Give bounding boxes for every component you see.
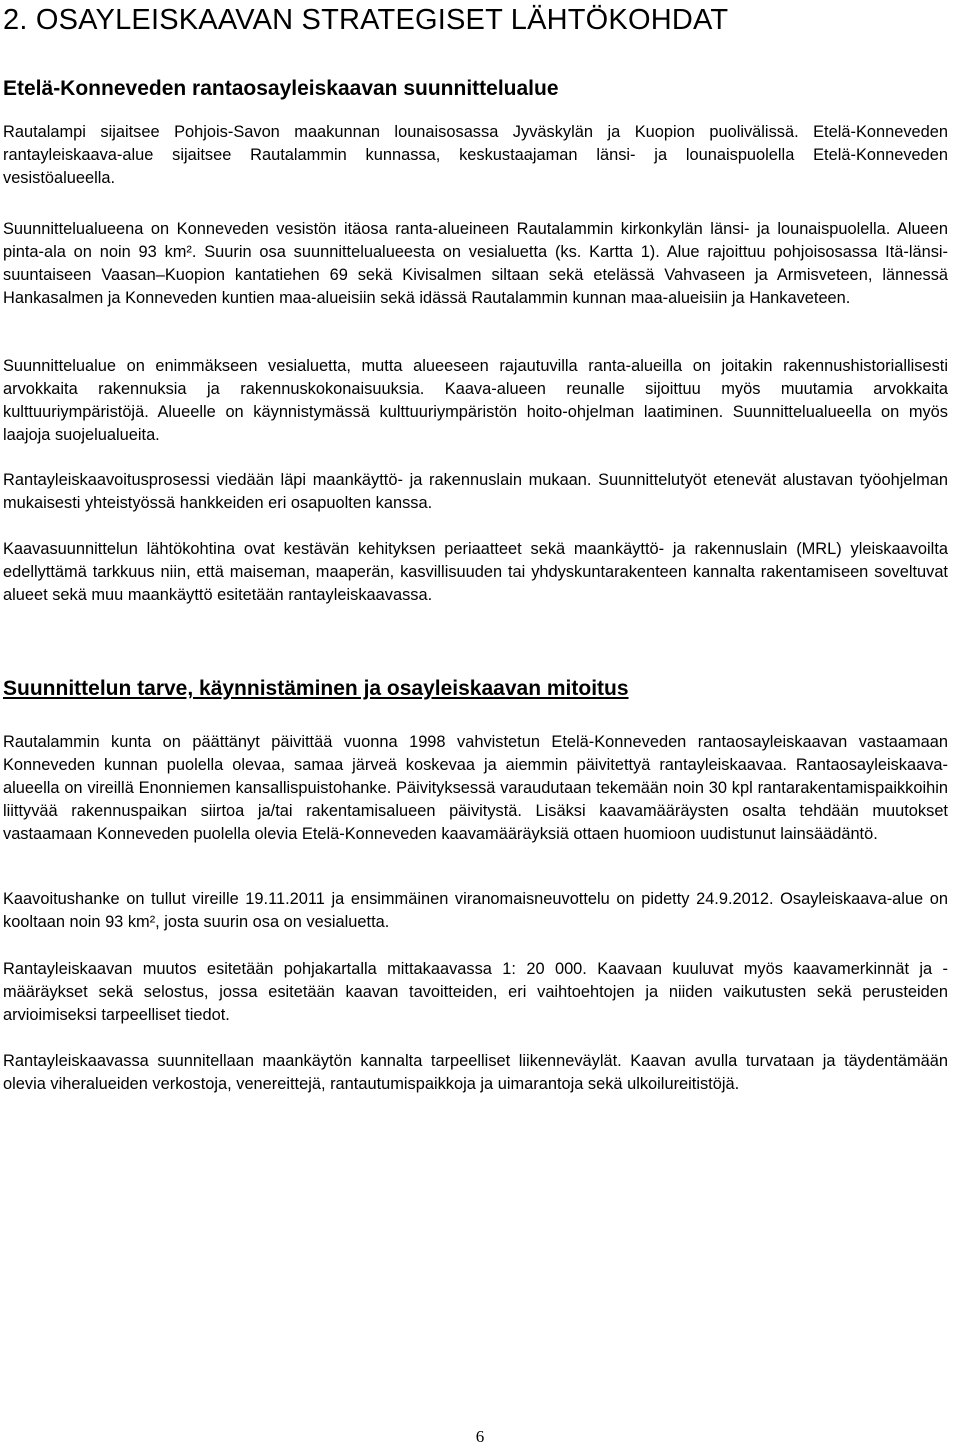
paragraph: Rantayleiskaavoitusprosessi viedään läpi maankäyttö- ja rakennuslain mukaan. Suunnittelutyöt etenevät alustavan työohjelman mukaisesti yhteistyössä hankkeiden eri osapuolten kanssa.: [3, 471, 948, 513]
paragraph: Kaavasuunnittelun lähtökohtina ovat kestävän kehityksen periaatteet sekä maankäyttö- ja rakennuslain (MRL) yleiskaavoilta edellyttämä tarkkuus niin, että maiseman, maaperän, kasvillisuuden tai yhdyskuntarakenteen kannalta rakentamiseen soveltuvat alueet sekä muu maankäyttö esitetään rantayleiskaavassa.: [3, 540, 948, 605]
paragraph: Suunnittelualueena on Konneveden vesistön itäosa ranta-alueineen Rautalammin kirkonkylän länsi- ja lounaispuolella. Alueen pinta-ala on noin 93 km². Suurin osa suunnittelualueesta on vesialuetta (ks. Kartta 1). Alue rajoittuu pohjoisosassa Itä-länsi-suuntaiseen Vaasan–Kuopion kantatiehen 69 sekä Kivisalmen siltaan sekä etelässä Vahvaseen ja Armisveteen, lännessä Hankasalmen ja Konneveden kuntien maa-alueisiin sekä idässä Rautalammin kunnan maa-alueisiin ja Hankaveteen.: [3, 220, 948, 308]
paragraph: Kaavoitushanke on tullut vireille 19.11.2011 ja ensimmäinen viranomaisneuvottelu on pidetty 24.9.2012. Osayleiskaava-alue on kooltaan noin 93 km², josta suurin osa on vesialuetta.: [3, 890, 948, 932]
paragraph: Suunnittelualue on enimmäkseen vesialuetta, mutta alueeseen rajautuvilla ranta-alueilla on joitakin rakennushistoriallisesti arvokkaita rakennuksia ja rakennuskokonaisuuksia. Kaava-alueen reunalle sijoittuu myös muutamia arvokkaita kulttuuriympäristöjä. Alueelle on käynnistymässä kulttuuriympäristön hoito-ohjelman laatiminen. Suunnittelualueella on myös laajoja suojelualueita.: [3, 357, 948, 445]
section-title-planning-need: Suunnittelun tarve, käynnistäminen ja osayleiskaavan mitoitus: [3, 677, 629, 700]
page-number: 6: [475, 1427, 485, 1446]
paragraph: Rantayleiskaavassa suunnitellaan maankäytön kannalta tarpeelliset liikenneväylät. Kaavan avulla turvataan ja täydentämään olevia viheralueiden verkostoja, venereittejä, rantautumispaikkoja ja uimarantoja sekä ulkoilureitistöjä.: [3, 1052, 948, 1094]
paragraph: Rautalammin kunta on päättänyt päivittää vuonna 1998 vahvistetun Etelä-Konneveden rantaosayleiskaavan vastaamaan Konneveden kunnan puolella olevaa, samaa järveä koskevaa ja aiemmin päivitettyä rantayleiskaavaa. Rantaosayleiskaava-alueella on vireillä Enonniemen kansallispuistohanke. Päivityksessä varaudutaan tekemään noin 30 kpl rantarakentamispaikkoihin liittyvää rakennuspaikan siirtoa ja/tai rakentamisalueen päivitystä. Lisäksi kaavamääräysten osalta tehdään muutokset vastaamaan Konneveden puolella olevia Etelä-Konneveden kaavamääräyksiä ottaen huomioon uudistunut lainsäädäntö.: [3, 733, 948, 844]
paragraph: Rautalampi sijaitsee Pohjois-Savon maakunnan lounaisosassa Jyväskylän ja Kuopion puolivälissä. Etelä-Konneveden rantayleiskaava-alue sijaitsee Rautalammin kunnassa, keskustaajaman länsi- ja lounaispuolella Etelä-Konneveden vesistöalueella.: [3, 123, 948, 188]
section-title-planning-area: Etelä-Konneveden rantaosayleiskaavan suunnittelualue: [3, 77, 559, 100]
chapter-heading: 2. OSAYLEISKAAVAN STRATEGISET LÄHTÖKOHDAT: [3, 4, 729, 36]
paragraph: Rantayleiskaavan muutos esitetään pohjakartalla mittakaavassa 1: 20 000. Kaavaan kuuluvat myös kaavamerkinnät ja -määräykset sekä selostus, jossa esitetään kaavan tavoitteiden, eri vaihtoehtojen ja niiden vaikutusten sekä perusteiden arvioimiseksi tarpeelliset tiedot.: [3, 960, 948, 1025]
